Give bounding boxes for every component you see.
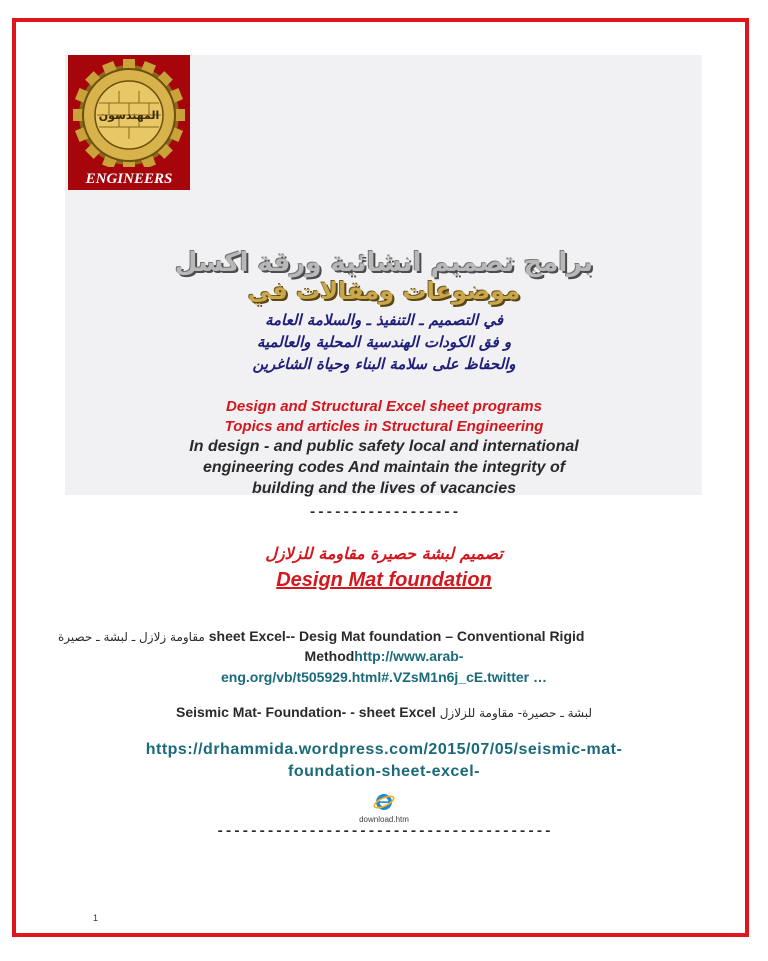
english-desc-line3: building and the lives of vacancies [251, 480, 517, 497]
paragraph1-arabic: مقاومة زلازل ـ لبشة ـ حصيرة [58, 630, 205, 644]
arabic-subtitle-line2: و فق الكودات الهندسية المحلية والعالمية [256, 333, 512, 351]
logo-badge: ENGINEERS [85, 171, 173, 187]
logo-arabic-text: المهندسون [98, 109, 160, 122]
url-line2[interactable]: foundation-sheet-excel- [288, 763, 480, 780]
mat-title-arabic: تصميم لبشة حصيرة مقاومة للزلازل [265, 544, 503, 563]
paragraph2-english: Seismic Mat- Foundation- - sheet Excel [175, 704, 436, 720]
paragraph1-link-part1[interactable]: http://www.arab- [354, 648, 464, 664]
paragraph2-arabic: لبشة ـ حصيرة- مقاومة للزلازل [439, 706, 592, 720]
paragraph1-method: Method [304, 648, 355, 664]
paragraph1-line2 [60, 648, 708, 664]
engineers-logo [68, 55, 190, 190]
paragraph2 [60, 704, 708, 720]
separator-top: ------------------ [308, 505, 460, 521]
arabic-subtitle-line1: في التصميم ـ التنفيذ ـ والسلامة العامة [264, 311, 504, 329]
paragraph1-link-part2[interactable]: eng.org/vb/t505929.html#.VZsM1n6j_cE.twitter … [221, 669, 547, 685]
english-title-line2: Topics and articles in Structural Engineering [224, 418, 544, 435]
attachment-label: download.htm [359, 815, 409, 824]
internet-explorer-icon [373, 792, 395, 812]
page-number: 1 [93, 913, 99, 923]
english-desc-line1: In design - and public safety local and international [189, 438, 579, 455]
paragraph1-line1 [58, 628, 704, 644]
arabic-heading-line1: برامج تصميم انشائية ورقة اكسل [174, 248, 594, 278]
english-title-line1: Design and Structural Excel sheet programs [226, 398, 542, 415]
attachment[interactable] [60, 792, 708, 824]
english-desc-line2: engineering codes And maintain the integrity of [202, 459, 566, 476]
mat-title-english: Design Mat foundation [276, 569, 492, 591]
arabic-heading-line2: موضوعات ومقالات في [247, 277, 521, 305]
separator-bottom: ---------------------------------------- [215, 824, 553, 840]
arabic-subtitle-line3: والحفاظ على سلامة البناء وحياة الشاغرين [252, 355, 516, 373]
url-line1[interactable]: https://drhammida.wordpress.com/2015/07/05/seismic-mat- [145, 741, 623, 758]
paragraph1-english: sheet Excel-- Desig Mat foundation – Conventional Rigid [208, 628, 585, 644]
